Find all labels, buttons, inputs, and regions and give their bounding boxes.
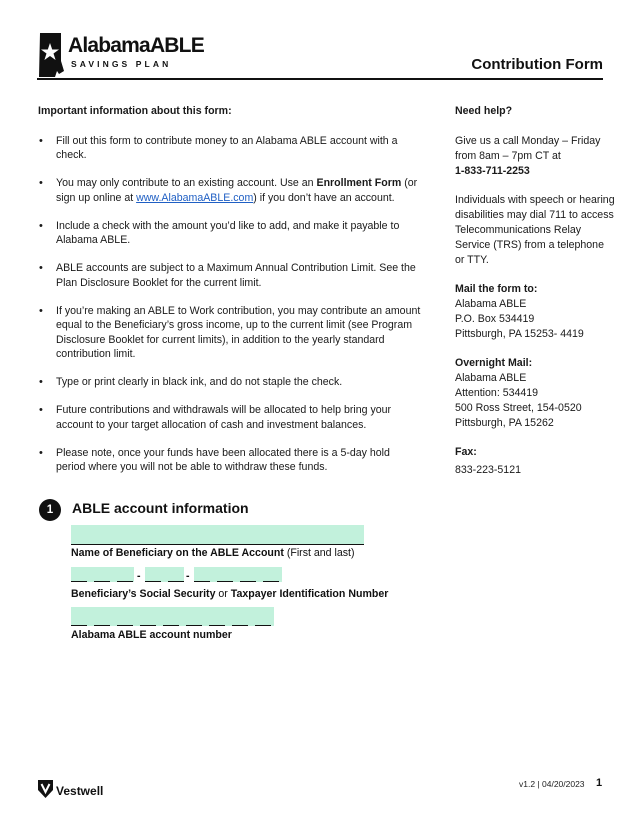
info-bullet: • Type or print clearly in black ink, and do not staple the check. [38, 375, 422, 390]
enrollment-form-label: Enrollment Form [316, 177, 402, 189]
overnight-heading: Overnight Mail: [455, 357, 533, 369]
info-text: You may only contribute to an existing account. Use an [56, 177, 317, 189]
account-number-label: Alabama ABLE account number [71, 629, 232, 641]
important-info [38, 104, 422, 488]
info-bullet: • Future contributions and withdrawals will be allocated to help bring your account to your target allocation of cash and investment balances. [38, 403, 422, 432]
ssn-dash: - [137, 570, 141, 582]
logo-title: AlabamaABLE [68, 34, 204, 57]
beneficiary-name-label [71, 547, 355, 559]
logo-subtitle: SAVINGS PLAN [71, 59, 172, 69]
label-or: or [215, 588, 231, 600]
info-text: (or sign up online at [56, 177, 418, 204]
overnight-line: Alabama ABLE [455, 372, 527, 384]
label-hint: (First and last) [283, 547, 355, 559]
help-heading: Need help? [455, 105, 513, 117]
info-bullet: • If you’re making an ABLE to Work contribution, you may contribute an amount equal to the Beneficiary’s gross income, up to the current limit (see Program Disclosure Booklet for current limits), in addition to the yearly standard contribution limit. [38, 304, 422, 362]
website-link[interactable]: www.AlabamaABLE.com [136, 191, 254, 204]
help-phone: 1-833-711-2253 [455, 165, 530, 177]
overnight-line: 500 Ross Street, 154-0520 [455, 402, 582, 414]
info-text: ) if you don’t have an account. [253, 191, 395, 204]
label-bold: Beneficiary’s Social Security [71, 588, 216, 600]
fax-number: 833-223-5121 [455, 464, 521, 476]
alabama-able-logo [37, 31, 204, 79]
form-title: Contribution Form [471, 56, 603, 73]
ssn-label [71, 588, 388, 600]
beneficiary-name-input[interactable] [71, 525, 364, 545]
vestwell-brand: Vestwell [56, 784, 104, 798]
help-call-text: Give us a call Monday – Friday from 8am – 7pm CT at [455, 135, 601, 162]
version-date: v1.2 | 04/20/2023 [519, 779, 585, 789]
label-bold: Taxpayer Identification Number [230, 588, 389, 600]
info-bullet: • ABLE accounts are subject to a Maximum Annual Contribution Limit. See the Plan Disclosure Booklet for the current limit. [38, 261, 422, 290]
help-sidebar [455, 104, 615, 478]
info-bullet: • Please note, once your funds have been allocated there is a 5-day hold period where you will not be able to withdraw these funds. [38, 446, 422, 475]
mail-line: Alabama ABLE [455, 298, 527, 310]
overnight-line: Pittsburgh, PA 15262 [455, 417, 554, 429]
ssn-dash: - [186, 570, 190, 582]
info-list [38, 134, 422, 475]
info-bullet-enrollment [38, 176, 422, 205]
section-title: ABLE account information [72, 500, 249, 516]
fax-heading: Fax: [455, 446, 477, 458]
ssn-digit-lines [71, 567, 283, 582]
mail-heading: Mail the form to: [455, 283, 538, 295]
info-bullet: • Include a check with the amount you’d like to add, and make it payable to Alabama ABLE. [38, 219, 422, 248]
page-number: 1 [596, 777, 603, 789]
vestwell-shield-icon [38, 780, 53, 798]
alabama-state-star-icon [37, 31, 67, 79]
label-bold: Name of Beneficiary on the ABLE Account [71, 547, 284, 559]
section-number-badge: 1 [39, 499, 61, 521]
help-trs-text: Individuals with speech or hearing disabilities may dial 711 to access Telecommunications Relay Service (TRS) from a telephone or TTY. [455, 194, 615, 266]
info-bullet: • Fill out this form to contribute money to an Alabama ABLE account with a check. [38, 134, 422, 163]
header-divider [37, 78, 603, 80]
important-info-heading: Important information about this form: [38, 105, 232, 117]
overnight-line: Attention: 534419 [455, 387, 539, 399]
mail-line: P.O. Box 534419 [455, 313, 535, 325]
account-digit-lines [71, 611, 275, 626]
mail-line: Pittsburgh, PA 15253- 4419 [455, 328, 584, 340]
